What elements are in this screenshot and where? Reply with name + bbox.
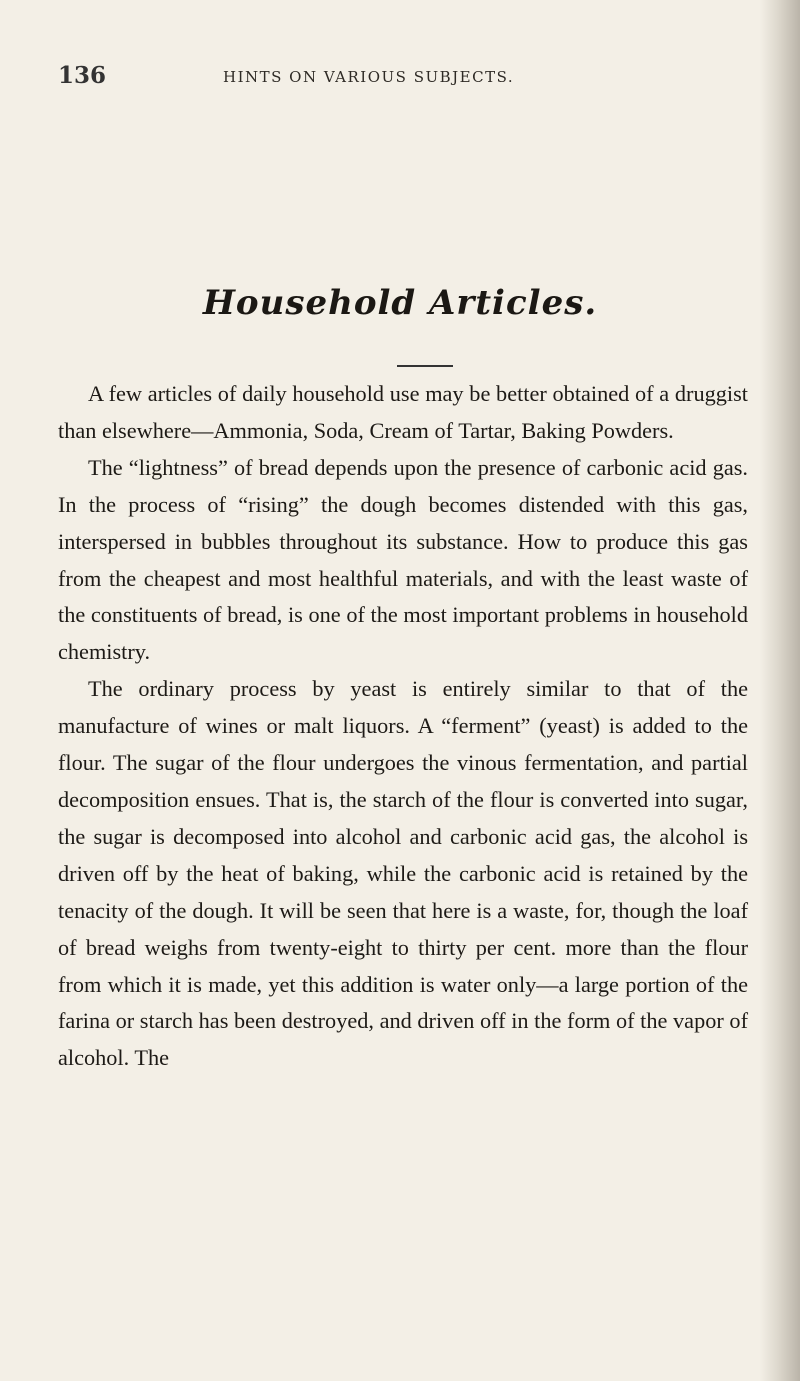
paragraph-1: A few articles of daily household use may be better obtained of a druggist than elsewhere—Ammonia, Soda, Cream of Tartar, Baking Powders.	[58, 381, 748, 443]
body-text	[58, 376, 748, 1077]
section-title: Household Articles.	[202, 283, 598, 323]
paragraph-2: The “lightness” of bread depends upon the presence of carbonic acid gas. In the process of “rising” the dough becomes distended with this gas, interspersed in bubbles throughout its substance. How to produce this gas from the cheapest and most healthful materials, and with the least waste of the constituents of bread, is one of the most important problems in household chemistry.	[58, 454, 748, 665]
title-rule	[397, 365, 453, 367]
paragraph-3: The ordinary process by yeast is entirely similar to that of the manufacture of wines or malt liquors. A “ferment” (yeast) is added to the flour. The sugar of the flour undergoes the vinous fermentation, and partial decomposition ensues. That is, the starch of the flour is converted into sugar, the sugar is decomposed into alcohol and carbonic acid gas, the alcohol is driven off by the heat of baking, while the carbonic acid is retained by the tenacity of the dough. It will be seen that here is a waste, for, though the loaf of bread weighs from twenty-eight to thirty per cent. more than the flour from which it is made, yet this addition is water only—a large portion of the farina or starch has been destroyed, and driven off in the form of the vapor of alcohol. The	[58, 676, 748, 1071]
page-edge-shadow	[760, 0, 800, 1381]
running-title: HINTS ON VARIOUS SUBJECTS.	[223, 68, 515, 86]
running-header	[58, 62, 698, 92]
page-number: 136	[58, 62, 107, 89]
